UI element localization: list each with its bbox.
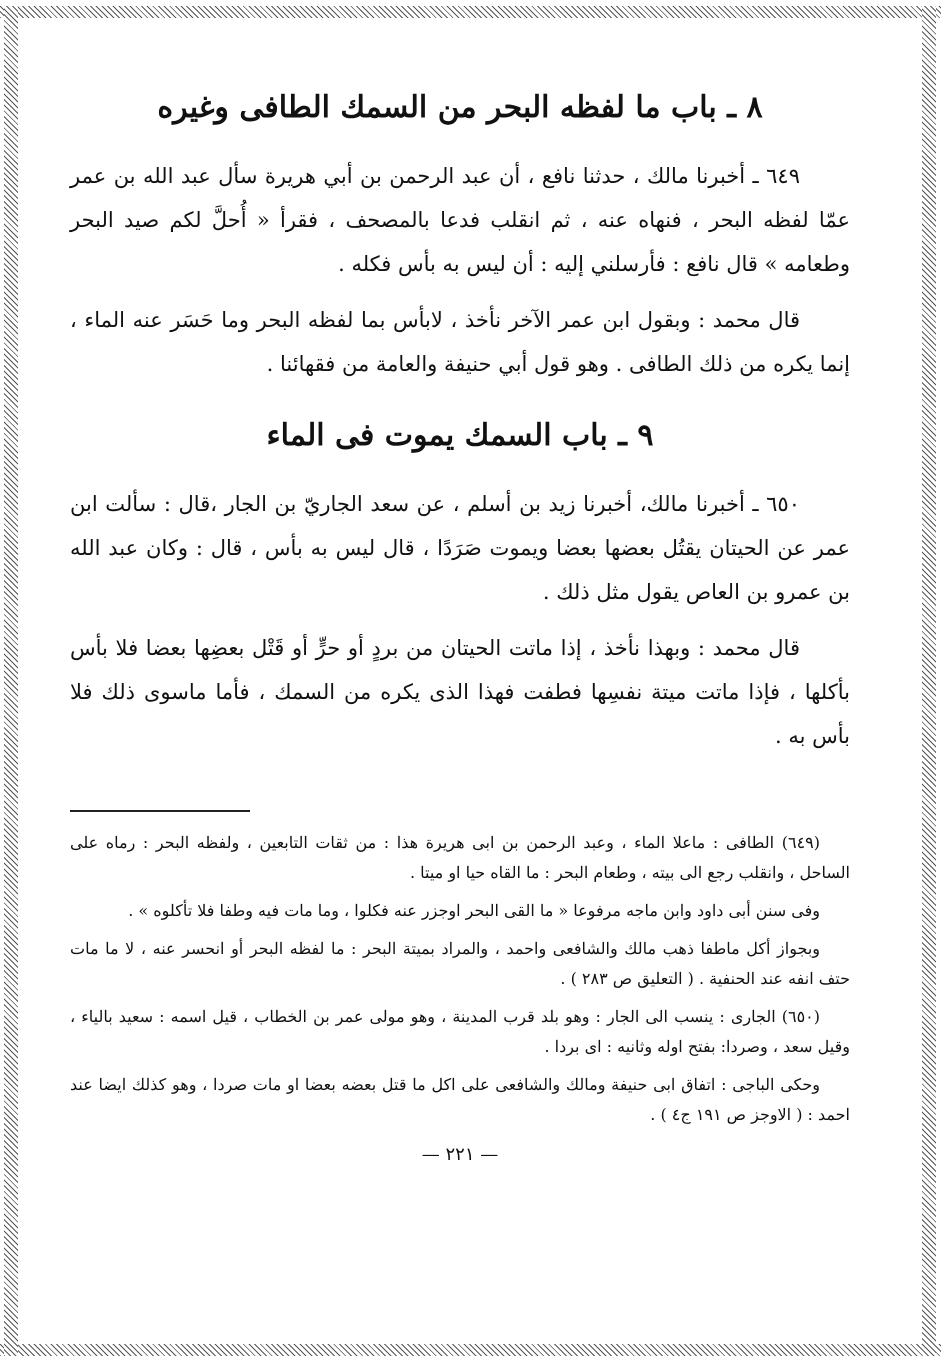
footnote: (٦٤٩) الطافى : ماعلا الماء ، وعبد الرحمن بن ابى هريرة هذا : من ثقات التابعين ، ولفظه البحر : رماه على الساحل ، وانقلب رجع الى بيته ، وطعام البحر : ما القاه حيا او ميتا . (70, 833, 850, 882)
section-8-heading: ٨ ـ باب ما لفظه البحر من السمك الطافى وغيره (157, 90, 763, 125)
footnote: وحكى الباجى : اتفاق ابى حنيفة ومالك والشافعى على اكل ما قتل بعضه بعضا او مات صردا ، وهو كذلك ايضا عند احمد : ( الاوجز ص ١٩١ ج٤ ) . (70, 1075, 850, 1124)
page-border-bottom (0, 1344, 941, 1356)
footnote-separator (70, 810, 250, 812)
hadith-650: ٦٥٠ ـ أخبرنا مالك، أخبرنا زيد بن أسلم ، عن سعد الجاريّ بن الجار ،قال : سألت ابن عمر عن الحيتان يقتُل بعضها بعضا ويموت صَرَدًا ، قال ليس به بأس ، قال : وكان عبد الله بن عمرو بن العاص يقول مثل ذلك . (70, 492, 850, 604)
page-border-right (922, 6, 936, 1356)
footnote: (٦٥٠) الجارى : ينسب الى الجار : وهو بلد قرب المدينة ، وهو مولى عمر بن الخطاب ، قيل اسمه : سعيد بالياء ، وقيل سعد ، وصردا: بفتح اوله وثانيه : اى بردا . (70, 1007, 850, 1056)
document-page (70, 60, 850, 1330)
commentary-650: قال محمد : وبهذا نأخذ ، إذا ماتت الحيتان من بردٍ أو حرٍّ أو قَتْل بعضِها بعضا فلا بأس بأكلها ، فإذا ماتت ميتة نفسِها فطفت فهذا الذى يكره من السمك ، فأما ماسوى ذلك فلا بأس به . (70, 636, 850, 748)
page-number: — ٢٢١ — (421, 1144, 499, 1165)
hadith-649: ٦٤٩ ـ أخبرنا مالك ، حدثنا نافع ، أن عبد الرحمن بن أبي هريرة سأل عبد الله بن عمر عمّا لفظه البحر ، فنهاه عنه ، ثم انقلب فدعا بالمصحف ، فقرأ « أُحلَّ لكم صيد البحر وطعامه » قال نافع : فأرسلني إليه : أن ليس به بأس فكله . (70, 164, 850, 276)
commentary-649: قال محمد : وبقول ابن عمر الآخر نأخذ ، لابأس بما لفظه البحر وما حَسَر عنه الماء ، إنما يكره من ذلك الطافى . وهو قول أبي حنيفة والعامة من فقهائنا . (70, 308, 850, 376)
footnote: وفى سنن أبى داود وابن ماجه مرفوعا « ما القى البحر اوجزر عنه فكلوا ، وما مات فيه وطفا فلا تأكلوه » . (128, 901, 820, 920)
page-border-left (4, 6, 18, 1356)
footnote: وبجواز أكل ماطفا ذهب مالك والشافعى واحمد ، والمراد بميتة البحر : ما لفظه البحر أو انحسر عنه ، لا ما مات حتف انفه عند الحنفية . ( التعليق ص ٢٨٣ ) . (70, 939, 850, 988)
section-9-heading: ٩ ـ باب السمك يموت فى الماء (266, 418, 654, 453)
page-border-top (0, 6, 941, 18)
